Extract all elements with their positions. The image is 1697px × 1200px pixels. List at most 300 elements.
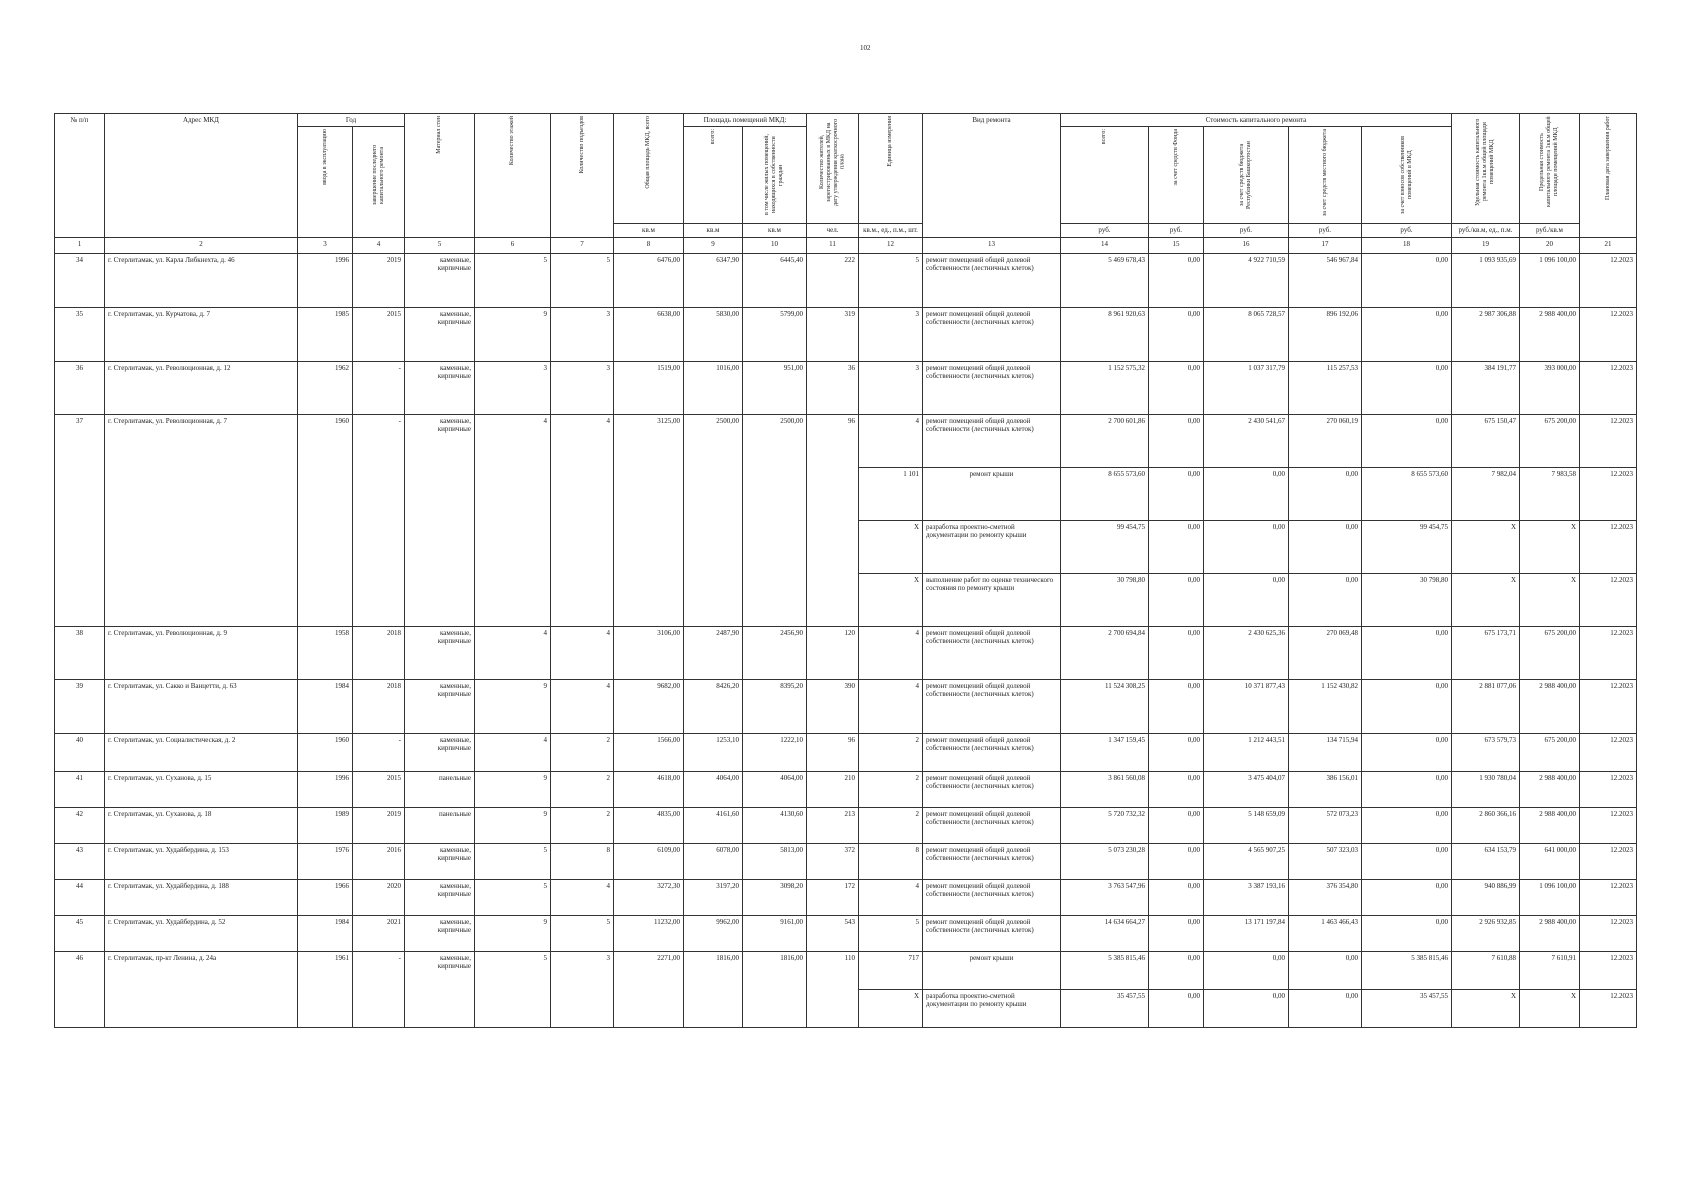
cost-owners: 99 454,75 [1362,521,1452,574]
col-header-num: № п/п [55,114,105,238]
total-area: 6476,00 [614,254,684,308]
entrances: 2 [551,772,614,808]
col-header-limit-cost: Предельная стоимость капитального ремонта 1кв.м общей площади помещений МКД [1539,116,1559,208]
limit-cost: 7 610,91 [1520,952,1580,990]
total-area: 11232,00 [614,916,684,952]
cost-total: 2 700 694,84 [1061,627,1149,680]
unit-area-res: кв.м [743,224,807,238]
unit-quantity: 2 [859,772,923,808]
limit-cost: 2 988 400,00 [1520,772,1580,808]
unit-cost-total: руб. [1061,224,1149,238]
residents: 210 [807,772,859,808]
row-number: 45 [55,916,105,952]
unit-cost: X [1452,521,1520,574]
address: г. Стерлитамак, ул. Революционная, д. 7 [105,415,298,627]
col-header-cost-republic: за счет средств бюджета Республики Башкортостан [1239,141,1252,209]
entrances: 4 [551,880,614,916]
cost-total: 5 469 678,43 [1061,254,1149,308]
cost-owners: 0,00 [1362,880,1452,916]
limit-cost: 2 988 400,00 [1520,916,1580,952]
unit-quantity: 5 [859,916,923,952]
planned-date: 12.2023 [1580,772,1637,808]
col-header-cost-total: всего: [1101,129,1108,145]
unit-cost-fund: руб. [1149,224,1204,238]
cost-fund: 0,00 [1149,415,1204,468]
cost-total: 5 073 230,28 [1061,844,1149,880]
col-header-area-total: всего: [709,129,716,145]
column-number: 8 [614,238,684,254]
planned-date: 12.2023 [1580,952,1637,990]
repair-type: разработка проектно-сметной документации по ремонту крыши [923,990,1061,1028]
entrances: 3 [551,952,614,1028]
floors: 4 [475,627,551,680]
unit-cost: 634 153,79 [1452,844,1520,880]
area-residential: 951,00 [743,362,807,415]
address: г. Стерлитамак, ул. Революционная, д. 12 [105,362,298,415]
cost-republic: 0,00 [1204,952,1289,990]
row-number: 37 [55,415,105,627]
floors: 5 [475,254,551,308]
repair-type: выполнение работ по оценке технического состояния по ремонту крыши [923,574,1061,627]
repair-type: ремонт помещений общей долевой собственности (лестничных клеток) [923,734,1061,772]
limit-cost: 2 988 400,00 [1520,808,1580,844]
entrances: 4 [551,627,614,680]
cost-local: 134 715,94 [1289,734,1362,772]
cost-owners: 0,00 [1362,415,1452,468]
column-number: 2 [105,238,298,254]
unit-cost: 673 579,73 [1452,734,1520,772]
total-area: 3106,00 [614,627,684,680]
entrances: 3 [551,308,614,362]
row-number: 34 [55,254,105,308]
cost-total: 5 720 732,32 [1061,808,1149,844]
cost-owners: 0,00 [1362,772,1452,808]
row-number: 46 [55,952,105,1028]
commission-year: 1985 [298,308,353,362]
table-row [55,844,1637,880]
cost-fund: 0,00 [1149,574,1204,627]
total-area: 4618,00 [614,772,684,808]
area-all: 4064,00 [684,772,743,808]
unit-quantity: 1 101 [859,468,923,521]
unit-quantity: 4 [859,880,923,916]
cost-owners: 0,00 [1362,680,1452,734]
commission-year: 1984 [298,680,353,734]
unit-cost: 675 150,47 [1452,415,1520,468]
cost-fund: 0,00 [1149,772,1204,808]
limit-cost: 1 096 100,00 [1520,254,1580,308]
cost-total: 3 861 560,08 [1061,772,1149,808]
cost-republic: 1 037 317,79 [1204,362,1289,415]
address: г. Стерлитамак, ул. Курчатова, д. 7 [105,308,298,362]
unit-limit-cost: руб./кв.м [1520,224,1580,238]
cost-local: 572 073,23 [1289,808,1362,844]
unit-area-all: кв.м [684,224,743,238]
planned-date: 12.2023 [1580,844,1637,880]
address: г. Стерлитамак, ул. Социалистическая, д. 2 [105,734,298,772]
col-header-last-repair: завершение последнего капитального ремонта [371,144,385,206]
commission-year: 1996 [298,254,353,308]
cost-fund: 0,00 [1149,362,1204,415]
entrances: 4 [551,415,614,627]
residents: 319 [807,308,859,362]
area-residential: 8395,20 [743,680,807,734]
cost-local: 0,00 [1289,468,1362,521]
cost-republic: 0,00 [1204,521,1289,574]
total-area: 4835,00 [614,808,684,844]
unit-quantity: 2 [859,734,923,772]
area-all: 1016,00 [684,362,743,415]
commission-year: 1962 [298,362,353,415]
unit-quantity: 717 [859,952,923,990]
table-row [55,772,1637,808]
cost-owners: 0,00 [1362,254,1452,308]
area-all: 3197,20 [684,880,743,916]
unit-cost: 1 093 935,69 [1452,254,1520,308]
limit-cost: 2 988 400,00 [1520,680,1580,734]
column-number: 13 [923,238,1061,254]
cost-owners: 0,00 [1362,627,1452,680]
unit-cost-republic: руб. [1204,224,1289,238]
planned-date: 12.2023 [1580,808,1637,844]
table-row [55,916,1637,952]
page-number: 102 [860,44,871,52]
limit-cost: 675 200,00 [1520,415,1580,468]
address: г. Стерлитамак, ул. Худайбердина, д. 52 [105,916,298,952]
area-all: 6078,00 [684,844,743,880]
column-number: 17 [1289,238,1362,254]
planned-date: 12.2023 [1580,734,1637,772]
unit-quantity: 3 [859,362,923,415]
cost-local: 1 463 466,43 [1289,916,1362,952]
last-repair-year: - [353,415,405,627]
column-number: 1 [55,238,105,254]
planned-date: 12.2023 [1580,415,1637,468]
row-number: 39 [55,680,105,734]
unit-cost: 2 926 932,85 [1452,916,1520,952]
row-number: 40 [55,734,105,772]
last-repair-year: 2018 [353,680,405,734]
entrances: 3 [551,362,614,415]
unit-cost: X [1452,574,1520,627]
table-row [55,880,1637,916]
cost-total: 1 347 159,45 [1061,734,1149,772]
wall-material: панельные [405,772,475,808]
commission-year: 1966 [298,880,353,916]
commission-year: 1984 [298,916,353,952]
last-repair-year: 2020 [353,880,405,916]
cost-republic: 2 430 625,36 [1204,627,1289,680]
planned-date: 12.2023 [1580,680,1637,734]
cost-owners: 30 798,80 [1362,574,1452,627]
cost-fund: 0,00 [1149,680,1204,734]
cost-fund: 0,00 [1149,808,1204,844]
unit-area-total: кв.м [614,224,684,238]
cost-republic: 2 430 541,67 [1204,415,1289,468]
area-residential: 6445,40 [743,254,807,308]
column-number: 10 [743,238,807,254]
cost-fund: 0,00 [1149,521,1204,574]
planned-date: 12.2023 [1580,362,1637,415]
area-all: 6347,90 [684,254,743,308]
row-number: 42 [55,808,105,844]
cost-local: 270 069,48 [1289,627,1362,680]
unit-measure: кв.м., ед., п.м., шт. [859,224,923,238]
cost-republic: 0,00 [1204,468,1289,521]
column-number: 16 [1204,238,1289,254]
cost-local: 0,00 [1289,952,1362,990]
cost-total: 30 798,80 [1061,574,1149,627]
row-number: 43 [55,844,105,880]
cost-republic: 0,00 [1204,574,1289,627]
address: г. Стерлитамак, ул. Суханова, д. 15 [105,772,298,808]
limit-cost: X [1520,574,1580,627]
last-repair-year: 2016 [353,844,405,880]
last-repair-year: 2018 [353,627,405,680]
unit-residents: чел. [807,224,859,238]
wall-material: каменные, кирпичные [405,415,475,627]
repair-type: ремонт помещений общей долевой собственности (лестничных клеток) [923,772,1061,808]
planned-date: 12.2023 [1580,574,1637,627]
row-number: 35 [55,308,105,362]
address: г. Стерлитамак, ул. Суханова, д. 18 [105,808,298,844]
address: г. Стерлитамак, ул. Карла Либкнехта, д. 46 [105,254,298,308]
table-row [55,952,1637,990]
cost-total: 8 655 573,60 [1061,468,1149,521]
last-repair-year: - [353,734,405,772]
col-header-area-group: Площадь помещений МКД: [684,114,807,127]
repair-type: ремонт помещений общей долевой собственности (лестничных клеток) [923,415,1061,468]
area-all: 1816,00 [684,952,743,1028]
residents: 36 [807,362,859,415]
commission-year: 1989 [298,808,353,844]
total-area: 1566,00 [614,734,684,772]
entrances: 2 [551,734,614,772]
unit-cost: 384 191,77 [1452,362,1520,415]
cost-local: 386 156,01 [1289,772,1362,808]
unit-quantity: 4 [859,680,923,734]
entrances: 4 [551,680,614,734]
floors: 9 [475,308,551,362]
cost-owners: 0,00 [1362,308,1452,362]
unit-cost: 7 982,04 [1452,468,1520,521]
area-residential: 5799,00 [743,308,807,362]
cost-owners: 0,00 [1362,844,1452,880]
cost-republic: 1 212 443,51 [1204,734,1289,772]
area-all: 2500,00 [684,415,743,627]
entrances: 5 [551,254,614,308]
entrances: 8 [551,844,614,880]
col-header-unit: Единица измерения [887,116,894,167]
last-repair-year: 2019 [353,808,405,844]
wall-material: каменные, кирпичные [405,254,475,308]
col-header-area-residential: в том числе жилых помещений, находящихся в собственности граждан [764,134,784,216]
column-number: 20 [1520,238,1580,254]
column-number: 21 [1580,238,1637,254]
table-row [55,627,1637,680]
table-row [55,362,1637,415]
area-residential: 4064,00 [743,772,807,808]
floors: 4 [475,415,551,627]
cost-fund: 0,00 [1149,880,1204,916]
planned-date: 12.2023 [1580,990,1637,1028]
cost-republic: 3 475 404,07 [1204,772,1289,808]
cost-republic: 0,00 [1204,990,1289,1028]
repair-type: ремонт помещений общей долевой собственности (лестничных клеток) [923,308,1061,362]
row-number: 41 [55,772,105,808]
unit-cost: 940 886,99 [1452,880,1520,916]
cost-owners: 0,00 [1362,734,1452,772]
cost-fund: 0,00 [1149,468,1204,521]
column-number: 19 [1452,238,1520,254]
repair-type: ремонт помещений общей долевой собственности (лестничных клеток) [923,362,1061,415]
repair-type: разработка проектно-сметной документации по ремонту крыши [923,521,1061,574]
area-all: 5830,00 [684,308,743,362]
cost-total: 1 152 575,32 [1061,362,1149,415]
unit-quantity: 8 [859,844,923,880]
unit-quantity: X [859,521,923,574]
cost-local: 507 323,03 [1289,844,1362,880]
unit-cost: 675 173,71 [1452,627,1520,680]
unit-quantity: 3 [859,308,923,362]
wall-material: каменные, кирпичные [405,680,475,734]
floors: 5 [475,952,551,1028]
unit-cost: X [1452,990,1520,1028]
residents: 222 [807,254,859,308]
cost-owners: 35 457,55 [1362,990,1452,1028]
cost-owners: 5 385 815,46 [1362,952,1452,990]
cost-local: 1 152 430,82 [1289,680,1362,734]
col-header-planned-date: Плановая дата завершения работ [1604,116,1611,201]
cost-fund: 0,00 [1149,844,1204,880]
table-row [55,680,1637,734]
limit-cost: 7 983,58 [1520,468,1580,521]
unit-cost: 2 881 077,06 [1452,680,1520,734]
area-residential: 1222,10 [743,734,807,772]
wall-material: каменные, кирпичные [405,916,475,952]
unit-quantity: 2 [859,808,923,844]
table-row [55,415,1637,468]
column-number: 12 [859,238,923,254]
wall-material: каменные, кирпичные [405,308,475,362]
cost-fund: 0,00 [1149,308,1204,362]
wall-material: каменные, кирпичные [405,627,475,680]
floors: 9 [475,680,551,734]
col-header-commissioning: ввода в эксплуатацию [321,129,328,185]
cost-fund: 0,00 [1149,254,1204,308]
col-header-cost-fund: за счет средств Фонда [1172,129,1179,186]
area-residential: 2456,90 [743,627,807,680]
unit-quantity: X [859,574,923,627]
cost-fund: 0,00 [1149,734,1204,772]
planned-date: 12.2023 [1580,916,1637,952]
unit-cost: 1 930 780,04 [1452,772,1520,808]
repair-type: ремонт помещений общей долевой собственности (лестничных клеток) [923,880,1061,916]
cost-total: 5 385 815,46 [1061,952,1149,990]
cost-local: 896 192,06 [1289,308,1362,362]
cost-local: 270 060,19 [1289,415,1362,468]
commission-year: 1960 [298,415,353,627]
residents: 110 [807,952,859,1028]
column-number: 5 [405,238,475,254]
residents: 372 [807,844,859,880]
total-area: 9682,00 [614,680,684,734]
last-repair-year: - [353,952,405,1028]
address: г. Стерлитамак, ул. Худайбердина, д. 188 [105,880,298,916]
row-number: 38 [55,627,105,680]
address: г. Стерлитамак, ул. Сакко и Ванцетти, д. 63 [105,680,298,734]
residents: 120 [807,627,859,680]
area-all: 4161,60 [684,808,743,844]
col-header-cost-group: Стоимость капитального ремонта [1061,114,1452,127]
unit-cost: 2 860 366,16 [1452,808,1520,844]
commission-year: 1960 [298,734,353,772]
column-number: 18 [1362,238,1452,254]
cost-republic: 3 387 193,16 [1204,880,1289,916]
repair-type: ремонт помещений общей долевой собственности (лестничных клеток) [923,254,1061,308]
unit-quantity: 4 [859,415,923,468]
column-number: 9 [684,238,743,254]
col-header-residents: Количество жителей, зарегистрированных в МКД на дату утверждения краткосрочного плана [818,118,846,206]
unit-cost-owners: руб. [1362,224,1452,238]
row-number: 44 [55,880,105,916]
repair-type: ремонт крыши [923,468,1061,521]
repair-type: ремонт крыши [923,952,1061,990]
address: г. Стерлитамак, пр-кт Ленина, д. 24а [105,952,298,1028]
cost-local: 115 257,53 [1289,362,1362,415]
limit-cost: 2 988 400,00 [1520,308,1580,362]
total-area: 1519,00 [614,362,684,415]
col-header-repair-type: Вид ремонта [923,114,1061,238]
floors: 9 [475,916,551,952]
column-number: 15 [1149,238,1204,254]
residents: 390 [807,680,859,734]
cost-total: 99 454,75 [1061,521,1149,574]
residents: 96 [807,734,859,772]
wall-material: панельные [405,808,475,844]
wall-material: каменные, кирпичные [405,880,475,916]
column-number: 11 [807,238,859,254]
column-number: 4 [353,238,405,254]
total-area: 6109,00 [614,844,684,880]
repair-type: ремонт помещений общей долевой собственности (лестничных клеток) [923,680,1061,734]
cost-owners: 0,00 [1362,916,1452,952]
col-header-total-area: Общая площадь МКД, всего [645,116,652,189]
repair-type: ремонт помещений общей долевой собственности (лестничных клеток) [923,627,1061,680]
cost-total: 35 457,55 [1061,990,1149,1028]
cost-fund: 0,00 [1149,952,1204,990]
unit-cost: 2 987 306,88 [1452,308,1520,362]
planned-date: 12.2023 [1580,308,1637,362]
cost-owners: 8 655 573,60 [1362,468,1452,521]
cost-fund: 0,00 [1149,916,1204,952]
planned-date: 12.2023 [1580,254,1637,308]
col-header-floors: Количество этажей [509,116,516,166]
planned-date: 12.2023 [1580,880,1637,916]
cost-local: 376 354,80 [1289,880,1362,916]
unit-spec-cost: руб./кв.м, ед., п.м. [1452,224,1520,238]
table-row [55,734,1637,772]
table-row [55,308,1637,362]
floors: 5 [475,880,551,916]
table-row [55,254,1637,308]
floors: 9 [475,808,551,844]
last-repair-year: 2021 [353,916,405,952]
commission-year: 1996 [298,772,353,808]
col-header-wall-material: Материал стен [436,116,443,154]
total-area: 2271,00 [614,952,684,1028]
area-residential: 1816,00 [743,952,807,1028]
